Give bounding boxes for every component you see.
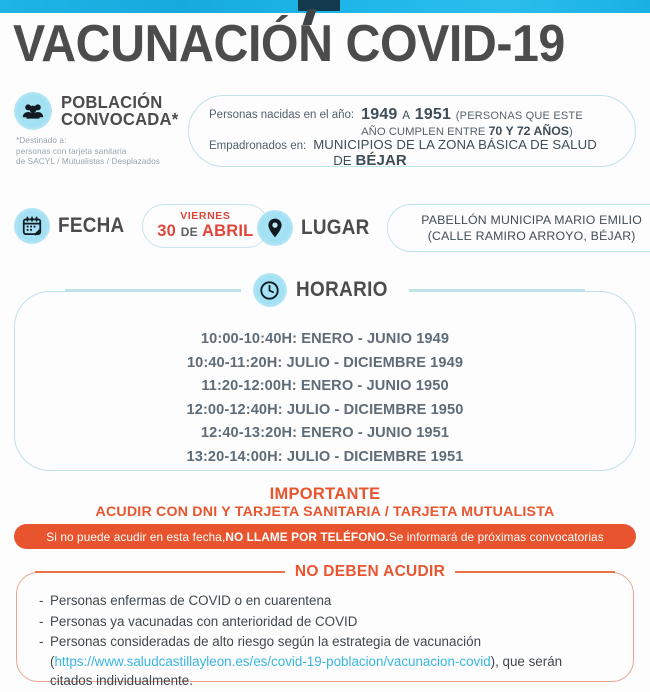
residency-value-town: BÉJAR — [355, 152, 407, 169]
horario-title-group — [241, 273, 410, 307]
date-weekday: VIERNES — [180, 209, 231, 222]
birth-year-note-pre: AÑO CUMPLEN ENTRE — [361, 126, 486, 138]
horario-slot: 10:00-10:40H: ENERO - JUNIO 1949 — [200, 331, 450, 347]
date-day-month — [157, 222, 253, 242]
horario-slot: 11:20-12:00H: ENERO - JUNIO 1950 — [201, 378, 449, 394]
poblacion-details-box — [188, 95, 636, 167]
fecha-section — [14, 204, 269, 248]
lugar-value-line1: PABELLÓN MUNICIPA MARIO EMILIO — [421, 213, 643, 227]
calendar-icon — [14, 208, 50, 244]
map-pin-icon — [257, 210, 293, 246]
date-pill — [142, 204, 269, 248]
no-phone-banner-bold: NO LLAME POR TELÉFONO. — [225, 529, 389, 544]
bullet-dash: - — [39, 613, 44, 629]
no-phone-banner-post: Se informará de próximas convocatorias — [388, 529, 604, 544]
poblacion-label-line1: POBLACIÓN — [61, 92, 163, 112]
poblacion-footnote — [16, 136, 189, 168]
list-item — [39, 632, 613, 691]
top-cyan-banner — [0, 0, 650, 13]
bullet-dash: - — [39, 634, 44, 649]
horario-divider-left — [65, 289, 241, 290]
poblacion-section — [14, 92, 189, 168]
lugar-section — [257, 204, 650, 252]
date-de: DE — [180, 224, 198, 239]
no-phone-banner-pre: Si no puede acudir en esta fecha, — [46, 529, 226, 544]
poblacion-label — [61, 94, 178, 128]
url-paren-close: ), que serán — [490, 653, 563, 669]
birth-year-note-ages: 70 Y 72 AÑOS — [488, 124, 570, 138]
birth-year-paren-open: (PERSONAS QUE ESTE — [455, 110, 583, 122]
lugar-value-line2: (CALLE RAMIRO ARROYO, BÉJAR) — [427, 229, 636, 243]
lugar-value-box — [387, 204, 650, 252]
poblacion-header — [14, 92, 189, 130]
poblacion-label-line2: CONVOCADA* — [61, 109, 179, 129]
horario-slot-list — [15, 328, 635, 469]
birth-year-value — [361, 106, 583, 139]
page-title: VACUNACIÓN COVID-19 — [13, 15, 565, 73]
vaccination-strategy-link[interactable]: https://www.saludcastillayleon.es/es/covid-19-poblacion/vacunacion-covid — [54, 653, 491, 669]
people-group-icon — [14, 92, 52, 130]
lugar-label: LUGAR — [301, 216, 370, 239]
poblacion-footnote-line3: de SACYL / Mutualistas / Desplazados — [16, 157, 160, 166]
residency-value-line2 — [313, 153, 597, 169]
residency-value-line1: MUNICIPIOS DE LA ZONA BÁSICA DE SALUD — [313, 137, 597, 152]
birth-year-note-post: ) — [569, 126, 573, 138]
url-paren-open: ( — [50, 653, 55, 669]
no-deben-acudir-header — [17, 563, 633, 581]
residency-value — [313, 137, 597, 169]
birth-year-row — [209, 106, 583, 139]
horario-header — [15, 273, 635, 307]
poblacion-footnote-line2: personas con tarjeta sanitaria — [16, 146, 127, 156]
birth-year-range — [361, 106, 583, 124]
residency-value-de: DE — [333, 153, 352, 168]
horario-slot: 13:20-14:00H: JULIO - DICIEMBRE 1951 — [186, 448, 464, 465]
banner-notch-left — [298, 0, 340, 11]
poblacion-footnote-line1: *Destinado a: — [16, 136, 67, 145]
fecha-label: FECHA — [58, 214, 125, 237]
no-deben-acudir-list — [39, 591, 613, 692]
horario-slot: 12:00-12:40H: JULIO - DICIEMBRE 1950 — [186, 401, 464, 418]
list-item-text: Personas consideradas de alto riesgo según la estrategia de vacunación — [50, 634, 482, 649]
horario-divider-right — [409, 289, 585, 290]
residency-label: Empadronados en: — [209, 140, 307, 152]
birth-year-end: 1951 — [414, 106, 452, 123]
importante-title: IMPORTANTE — [269, 485, 381, 503]
list-item-continuation-line3: citados individualmente. — [50, 673, 193, 688]
list-item-text: Personas ya vacunadas con anterioridad de COVID — [50, 613, 358, 629]
no-deben-divider-left — [35, 571, 285, 573]
list-item — [39, 591, 613, 611]
horario-label: HORARIO — [295, 278, 388, 301]
date-month: ABRIL — [202, 221, 254, 240]
no-deben-divider-right — [455, 571, 615, 573]
no-deben-acudir-box — [16, 563, 634, 688]
date-day: 30 — [157, 221, 176, 240]
bullet-dash: - — [39, 593, 44, 608]
importante-subtitle: ACUDIR CON DNI Y TARJETA SANITARIA / TARJETA MUTUALISTA — [95, 504, 555, 520]
list-item-text: Personas enfermas de COVID o en cuarentena — [50, 593, 332, 608]
list-item-continuation — [39, 652, 613, 672]
horario-slot: 10:40-11:20H: JULIO - DICIEMBRE 1949 — [186, 354, 464, 371]
birth-year-start: 1949 — [361, 106, 398, 123]
birth-year-sep: A — [402, 110, 411, 122]
horario-box — [14, 278, 636, 471]
horario-slot: 12:40-13:20H: ENERO - JUNIO 1951 — [200, 425, 450, 441]
residency-row — [209, 137, 597, 169]
list-item — [39, 612, 613, 632]
no-phone-banner — [14, 524, 636, 549]
no-deben-acudir-title: NO DEBEN ACUDIR — [285, 563, 455, 581]
birth-year-label: Personas nacidas en el año: — [209, 109, 355, 121]
clock-icon — [253, 273, 287, 307]
